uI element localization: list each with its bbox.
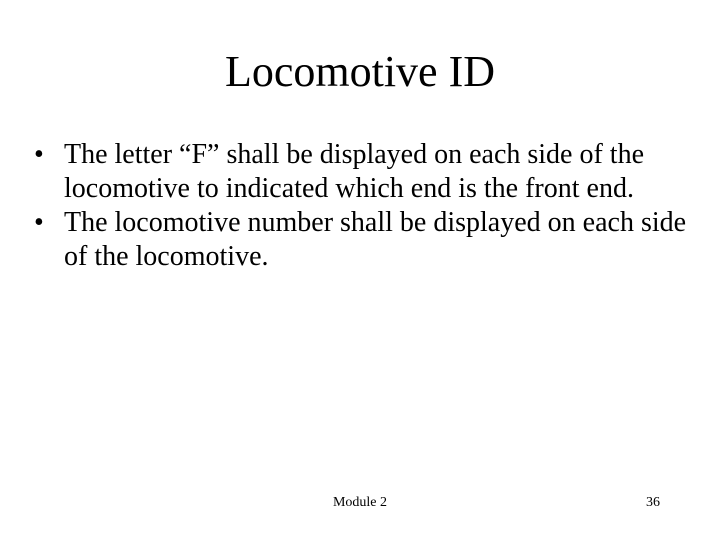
slide-title: Locomotive ID <box>224 47 496 96</box>
page-number: 36 <box>646 495 660 510</box>
bullet-icon: • <box>34 207 44 238</box>
bullet-icon: • <box>34 139 44 170</box>
bullet-item <box>30 138 690 206</box>
bullet-text: The locomotive number shall be displayed on each side of the locomotive. <box>64 207 687 272</box>
footer-module-label: Module 2 <box>332 495 388 510</box>
bullet-text: The letter “F” shall be displayed on each side of the locomotive to indicated which end is the front end. <box>64 139 645 204</box>
bullet-list <box>30 138 690 274</box>
bullet-item <box>30 206 690 274</box>
